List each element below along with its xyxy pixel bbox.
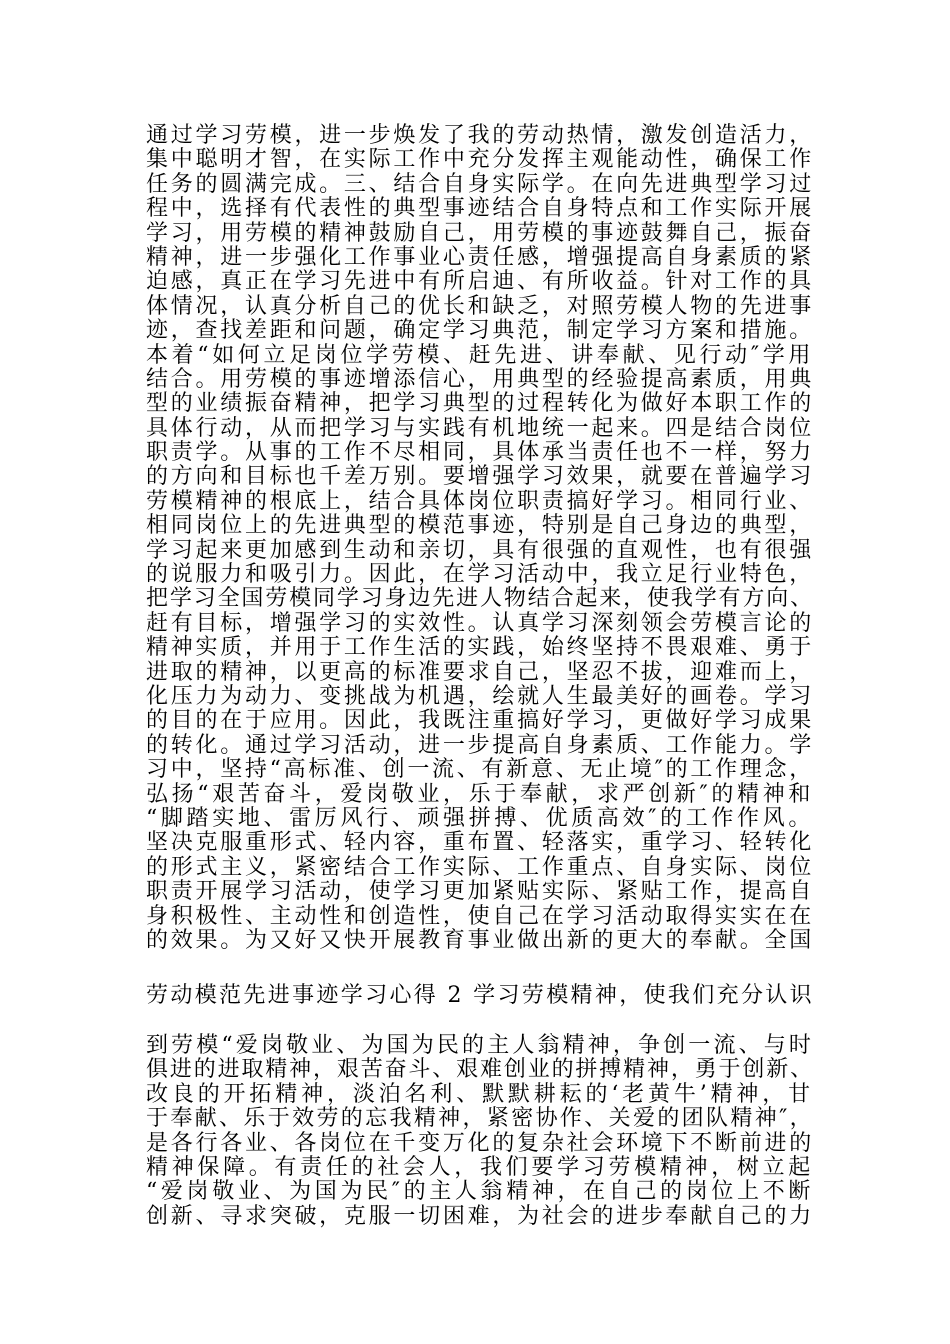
text-line: 的方向和目标也千差万别。要增强学习效果，就要在普遍学习 [146,464,814,490]
text-line: 结合。用劳模的事迹增添信心，用典型的经验提高素质，用典 [146,366,814,392]
text-line: 坚决克服重形式、轻内容，重布置、轻落实，重学习、轻转化 [146,830,814,856]
paragraph-main [146,124,814,953]
text-line: 身积极性、主动性和创造性，使自己在学习活动取得实实在在 [146,903,814,929]
text-line: 的说服力和吸引力。因此，在学习活动中，我立足行业特色， [146,562,814,588]
text-line: 化压力为动力、变挑战为机遇，绘就人生最美好的画卷。学习 [146,683,814,709]
text-line: 精神保障。有责任的社会人，我们要学习劳模精神，树立起 [146,1154,814,1180]
text-line: 俱进的进取精神，艰苦奋斗、艰难创业的拼搏精神，勇于创新、 [146,1057,814,1083]
text-line: 集中聪明才智，在实际工作中充分发挥主观能动性，确保工作 [146,147,814,173]
text-line: 的目的在于应用。因此，我既注重搞好学习，更做好学习成果 [146,708,814,734]
text-line: 迹，查找差距和问题，确定学习典范，制定学习方案和措施。 [146,318,814,344]
text-line: 职责学。从事的工作不尽相同，具体承当责任也不一样，努力 [146,440,814,466]
text-line: 赶有目标，增强学习的实效性。认真学习深刻领会劳模言论的 [146,610,814,636]
text-line: 本着“如何立足岗位学劳模、赶先进、讲奉献、见行动″学用 [146,342,814,368]
text-line: 学习起来更加感到生动和亲切，具有很强的直观性，也有很强 [146,537,814,563]
text-line: 进取的精神，以更高的标准要求自己，坚忍不拔，迎难而上， [146,659,814,685]
text-line: 通过学习劳模，进一步焕发了我的劳动热情，激发创造活力， [146,123,814,148]
text-line: 劳模精神的根底上，结合具体岗位职责搞好学习。相同行业、 [146,488,814,514]
text-line: 体情况，认真分析自己的优长和缺乏，对照劳模人物的先进事 [146,293,814,319]
text-line: “脚踏实地、雷厉风行、顽强拼搏、优质高效″的工作作风。 [146,805,814,831]
text-line: 学习，用劳模的精神鼓励自己，用劳模的事迹鼓舞自己，振奋 [146,220,814,246]
text-line: 迫感，真正在学习先进中有所启迪、有所收益。针对工作的具 [146,269,814,295]
text-line: 的效果。为又好又快开展教育事业做出新的更大的奉献。全国 [146,927,814,953]
text-line: 劳动模范先进事迹学习心得 2 学习劳模精神，使我们充分认识 [146,983,814,1008]
text-line: 具体行动，从而把学习与实践有机地统一起来。四是结合岗位 [146,415,814,441]
text-line: 型的业绩振奋精神，把学习典型的过程转化为做好本职工作的 [146,391,814,417]
text-line: 创新、寻求突破，克服一切困难，为社会的进步奉献自己的力 [146,1203,814,1229]
paragraph-title-line [146,984,814,1008]
text-line: 的转化。通过学习活动，进一步提高自身素质、工作能力。学 [146,732,814,758]
paragraph-continuation [146,1034,814,1229]
text-line: 程中，选择有代表性的典型事迹结合自身特点和工作实际开展 [146,196,814,222]
text-line: 弘扬“艰苦奋斗，爱岗敬业，乐于奉献，求严创新″的精神和 [146,781,814,807]
text-line: 是各行各业、各岗位在千变万化的复杂社会环境下不断前进的 [146,1130,814,1156]
text-line: 职责开展学习活动，使学习更加紧贴实际、紧贴工作，提高自 [146,879,814,905]
text-line: 相同岗位上的先进典型的模范事迹，特别是自己身边的典型， [146,513,814,539]
text-line: 把学习全国劳模同学习身边先进人物结合起来，使我学有方向、 [146,586,814,612]
text-line: 精神，进一步强化工作事业心责任感，增强提高自身素质的紧 [146,244,814,270]
text-line: 到劳模“爱岗敬业、为国为民的主人翁精神，争创一流、与时 [146,1033,814,1058]
text-line: “爱岗敬业、为国为民″的主人翁精神，在自己的岗位上不断 [146,1179,814,1205]
text-line: 习中，坚持“高标准、创一流、有新意、无止境″的工作理念， [146,757,814,783]
text-line: 于奉献、乐于效劳的忘我精神，紧密协作、关爱的团队精神″， [146,1106,814,1132]
text-line: 的形式主义，紧密结合工作实际、工作重点、自身实际、岗位 [146,854,814,880]
text-line: 精神实质，并用于工作生活的实践，始终坚持不畏艰难、勇于 [146,635,814,661]
text-line: 改良的开拓精神，淡泊名利、默默耕耘的‘老黄牛’精神，甘 [146,1081,814,1107]
text-line: 任务的圆满完成。三、结合自身实际学。在向先进典型学习过 [146,171,814,197]
